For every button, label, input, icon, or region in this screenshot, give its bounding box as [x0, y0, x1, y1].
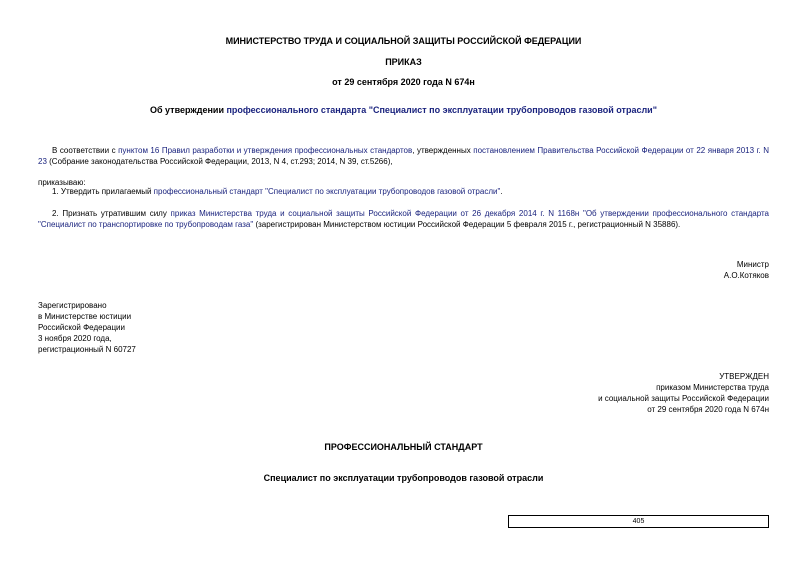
- registration-line-1: Зарегистрировано: [38, 301, 107, 310]
- standard-approve-link[interactable]: профессиональный стандарт "Специалист по эксплуатации трубопроводов газовой отрасли": [153, 187, 501, 196]
- standard-name: Специалист по эксплуатации трубопроводов газовой отрасли: [263, 473, 544, 483]
- preamble-paragraph: [38, 145, 769, 167]
- order-date: от 29 сентября 2020 года N 674н: [332, 77, 475, 87]
- registration-line-4: 3 ноября 2020 года,: [38, 334, 112, 343]
- registration-block: [38, 300, 136, 355]
- registration-line-5: регистрационный N 60727: [38, 345, 136, 354]
- item-1: [52, 186, 769, 197]
- signature-name: А.О.Котяков: [723, 271, 769, 280]
- approved-block: [450, 371, 769, 415]
- approved-line-3: и социальной защиты Российской Федерации: [598, 394, 769, 403]
- government-decree-link[interactable]: постановлением Правительства Российской Федерации от 22 января 2013 г. N 23: [38, 146, 770, 166]
- preamble-text-1: В соответствии с: [52, 146, 119, 155]
- signature-block: [500, 259, 769, 281]
- previous-order-link[interactable]: приказ Министерства труда и социальной защиты Российской Федерации от 26 декабря 2014 г. N 1168н "Об утверждении профессионального стандарта "Специалист по транспортировке по трубопроводам газа": [38, 209, 769, 229]
- preamble-text-3: (Собрание законодательства Российской Федерации, 2013, N 4, ст.293; 2014, N 39, ст.5266),: [46, 157, 393, 166]
- standard-heading: ПРОФЕССИОНАЛЬНЫЙ СТАНДАРТ: [324, 442, 483, 452]
- rules-point-16-link[interactable]: пунктом 16 Правил разработки и утверждения профессиональных стандартов: [118, 146, 413, 155]
- item-2-prefix: 2. Признать утратившим силу: [52, 209, 171, 218]
- approved-line-1: УТВЕРЖДЕН: [719, 372, 769, 381]
- order-title: [0, 105, 807, 115]
- approved-line-4: от 29 сентября 2020 года N 674н: [647, 405, 769, 414]
- item-2: [38, 208, 769, 230]
- approved-line-2: приказом Министерства труда: [656, 383, 769, 392]
- item-2-suffix: (зарегистрирован Министерством юстиции Российской Федерации 5 февраля 2015 г., регистрационный N 35886).: [253, 220, 681, 229]
- item-1-suffix: .: [500, 187, 503, 196]
- order-word: приказываю:: [38, 178, 86, 187]
- registration-number-box: [508, 515, 769, 528]
- order-type: ПРИКАЗ: [385, 57, 422, 67]
- ministry-title: МИНИСТЕРСТВО ТРУДА И СОЦИАЛЬНОЙ ЗАЩИТЫ РОССИЙСКОЙ ФЕДЕРАЦИИ: [225, 36, 582, 46]
- preamble-text-2: , утвержденных: [412, 146, 474, 155]
- standard-title-link[interactable]: профессионального стандарта "Специалист по эксплуатации трубопроводов газовой отрасли": [226, 105, 657, 115]
- signature-position: Министр: [736, 260, 769, 269]
- registration-number: 405: [632, 518, 645, 525]
- registration-line-3: Российской Федерации: [38, 323, 125, 332]
- order-title-prefix: Об утверждении: [150, 105, 227, 115]
- item-1-prefix: 1. Утвердить прилагаемый: [52, 187, 154, 196]
- registration-line-2: в Министерстве юстиции: [38, 312, 132, 321]
